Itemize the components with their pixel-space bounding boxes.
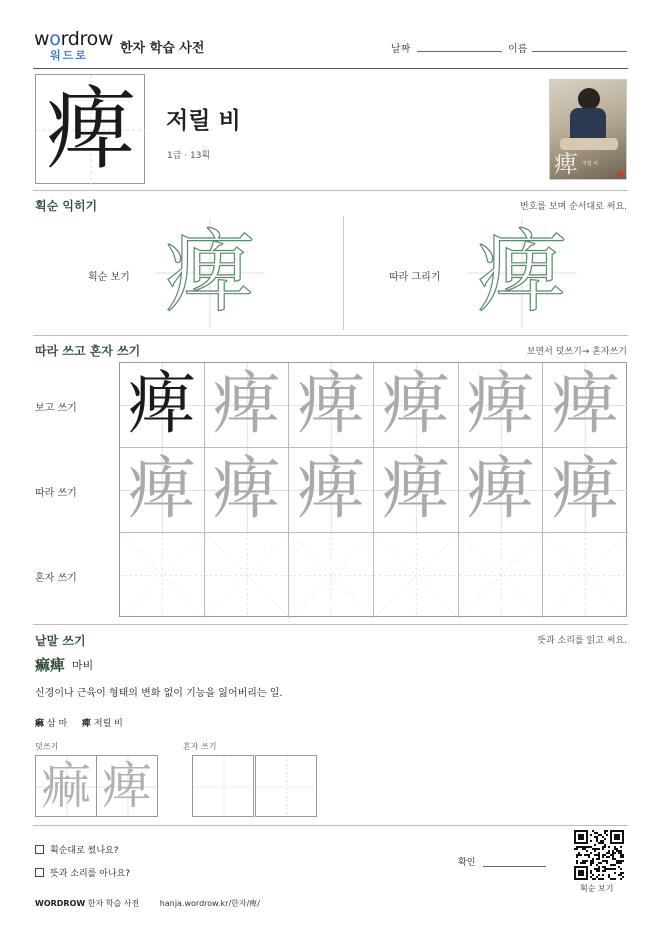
date-label: 날짜 bbox=[391, 44, 411, 55]
thumbnail-image bbox=[549, 79, 627, 180]
word-solo-label: 혼자 쓰기 bbox=[183, 742, 217, 751]
stroke-order-diagram bbox=[155, 218, 265, 328]
trace-glyph: 痺 bbox=[381, 450, 450, 529]
footer-url[interactable]: hanja.wordrow.kr/한자/痺/ bbox=[159, 899, 260, 908]
checklist-item-2[interactable]: 뜻과 소리를 아나요? bbox=[35, 866, 130, 879]
word-section-note: 뜻과 소리를 읽고 써요. bbox=[537, 636, 627, 646]
thumbnail-glyph: 痺 bbox=[554, 150, 578, 178]
logo: wordrow bbox=[34, 28, 114, 50]
hero-divider bbox=[33, 190, 628, 191]
name-field[interactable] bbox=[532, 51, 627, 52]
practice-cell[interactable] bbox=[459, 448, 544, 533]
word-trace-box-1[interactable] bbox=[35, 755, 97, 817]
practice-cell[interactable] bbox=[374, 533, 459, 618]
practice-cell[interactable] bbox=[120, 363, 205, 448]
checkbox-icon[interactable] bbox=[35, 868, 44, 877]
practice-cell[interactable] bbox=[374, 448, 459, 533]
word-solo-box-1[interactable] bbox=[192, 755, 254, 817]
word-trace-glyph-1: 痲 bbox=[41, 757, 91, 815]
trace-glyph: 痺 bbox=[297, 365, 366, 444]
word-hanja: 痲痺 bbox=[35, 656, 66, 674]
stroke-view-label: 획순 보기 bbox=[88, 272, 130, 283]
practice-cell[interactable] bbox=[459, 363, 544, 448]
thumbnail-badge bbox=[617, 172, 623, 176]
trace-glyph: 痺 bbox=[466, 450, 535, 529]
cell-guide bbox=[374, 533, 459, 618]
practice-cell[interactable] bbox=[374, 363, 459, 448]
trace-glyph: 痺 bbox=[212, 365, 281, 444]
model-glyph: 痺 bbox=[127, 365, 196, 444]
word-section-divider bbox=[33, 825, 628, 826]
cell-guide bbox=[459, 533, 544, 618]
stroke-divider bbox=[343, 216, 344, 330]
stroke-trace-glyph: 痺 bbox=[477, 220, 567, 325]
practice-cell[interactable] bbox=[205, 448, 290, 533]
practice-cell[interactable] bbox=[120, 448, 205, 533]
stroke-section-divider bbox=[33, 335, 628, 336]
stroke-trace-label: 따라 그리기 bbox=[389, 272, 441, 283]
practice-cell[interactable] bbox=[205, 363, 290, 448]
cell-guide bbox=[543, 533, 628, 618]
name-label: 이름 bbox=[508, 44, 528, 55]
mini-guide bbox=[193, 756, 254, 817]
practice-grid[interactable] bbox=[119, 362, 627, 617]
practice-section-title: 따라 쓰고 혼자 쓰기 bbox=[35, 344, 141, 358]
trace-glyph: 痺 bbox=[551, 365, 620, 444]
checkbox-icon[interactable] bbox=[35, 845, 44, 854]
confirm-label: 확인 bbox=[458, 858, 476, 868]
practice-cell[interactable] bbox=[289, 363, 374, 448]
grade-strokes: 1급 · 13획 bbox=[167, 151, 211, 161]
practice-cell[interactable] bbox=[543, 363, 628, 448]
trace-glyph: 痺 bbox=[466, 365, 535, 444]
trace-glyph: 痺 bbox=[551, 450, 620, 529]
word-solo-box-2[interactable] bbox=[255, 755, 317, 817]
trace-glyph: 痺 bbox=[381, 365, 450, 444]
word-part-2: 痺 저릴 비 bbox=[82, 719, 123, 729]
practice-cell[interactable] bbox=[120, 533, 205, 618]
stroke-section-title: 획순 익히기 bbox=[35, 199, 98, 213]
word-reading: 마비 bbox=[72, 659, 94, 672]
trace-glyph: 痺 bbox=[127, 450, 196, 529]
practice-section-note: 보면서 덧쓰기→ 혼자쓰기 bbox=[526, 347, 627, 357]
logo-sub: 워드로 bbox=[50, 49, 88, 62]
trace-glyph: 痺 bbox=[212, 450, 281, 529]
row-label-solo: 혼자 쓰기 bbox=[35, 573, 77, 584]
footer: WORDROW 한자 학습 사전 hanja.wordrow.kr/한자/痺/ bbox=[35, 899, 260, 908]
checklist-item-1[interactable]: 획순대로 썼나요? bbox=[35, 843, 119, 856]
word-trace-glyph-2: 痺 bbox=[102, 757, 152, 815]
thumbnail-caption: 저릴 비 bbox=[582, 161, 599, 167]
confirm-field[interactable] bbox=[483, 866, 546, 867]
person-legs bbox=[560, 138, 618, 150]
hero-character: 痺 bbox=[46, 77, 136, 182]
practice-cell[interactable] bbox=[543, 533, 628, 618]
qr-code-icon[interactable] bbox=[574, 830, 624, 880]
date-field[interactable] bbox=[417, 51, 502, 52]
meaning-reading: 저릴 비 bbox=[166, 108, 241, 134]
qr-label: 획순 보기 bbox=[580, 884, 614, 893]
word-trace-label: 덧쓰기 bbox=[35, 742, 59, 751]
row-label-trace: 따라 쓰기 bbox=[35, 488, 77, 499]
practice-cell[interactable] bbox=[289, 533, 374, 618]
cell-guide bbox=[120, 533, 205, 618]
word-part-1: 痲 삼 마 bbox=[35, 719, 68, 729]
cell-guide bbox=[205, 533, 290, 618]
practice-cell[interactable] bbox=[289, 448, 374, 533]
person-head bbox=[578, 88, 600, 110]
word-definition: 신경이나 근육이 형태의 변화 없이 기능을 잃어버리는 일. bbox=[35, 688, 283, 699]
stroke-order-glyph: 痺 bbox=[165, 220, 255, 325]
hero-character-box bbox=[35, 74, 145, 184]
practice-cell[interactable] bbox=[543, 448, 628, 533]
stroke-trace-diagram[interactable] bbox=[467, 218, 577, 328]
app-title: 한자 학습 사전 bbox=[120, 41, 205, 56]
row-label-view: 보고 쓰기 bbox=[35, 403, 77, 414]
trace-glyph: 痺 bbox=[297, 450, 366, 529]
mini-guide bbox=[256, 756, 317, 817]
practice-section-divider bbox=[33, 624, 628, 625]
stroke-section-note: 번호를 보며 순서대로 써요. bbox=[519, 202, 627, 212]
person-body bbox=[570, 108, 606, 142]
practice-cell[interactable] bbox=[205, 533, 290, 618]
header-divider bbox=[33, 68, 628, 69]
word-section-title: 낱말 쓰기 bbox=[35, 634, 86, 648]
cell-guide bbox=[289, 533, 374, 618]
qr-code-pattern bbox=[574, 830, 624, 880]
practice-cell[interactable] bbox=[459, 533, 544, 618]
word-trace-box-2[interactable] bbox=[96, 755, 158, 817]
